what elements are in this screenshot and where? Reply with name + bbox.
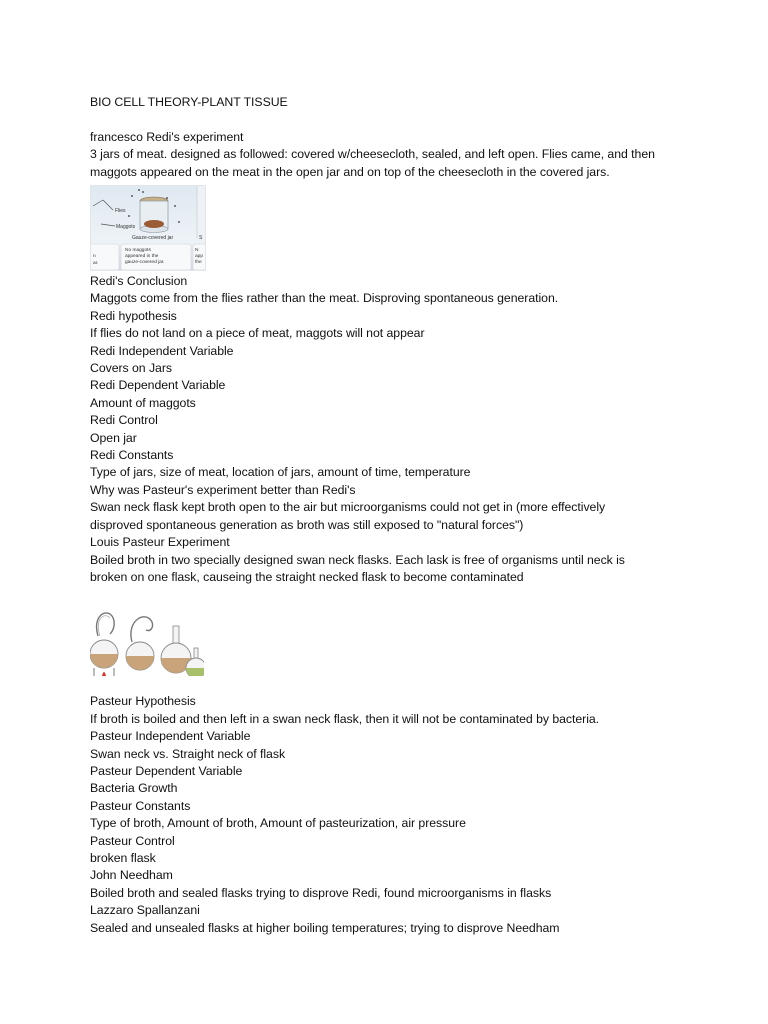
- pasteur-constants-heading: Pasteur Constants: [90, 798, 191, 813]
- pasteur-iv-heading: Pasteur Independent Variable: [90, 729, 251, 744]
- redi-hypothesis-text: If flies do not land on a piece of meat, maggots will not appear: [90, 326, 425, 341]
- comparison-text-line-1: Swan neck flask kept broth open to the air but microorganisms could not get in (more effectively: [90, 500, 606, 515]
- needham-heading: John Needham: [90, 868, 173, 883]
- redi-constants-heading: Redi Constants: [90, 448, 174, 463]
- redi-description-line-2: maggots appeared on the meat in the open jar and on top of the cheesecloth in the covered jars.: [90, 164, 610, 179]
- redi-dv-heading: Redi Dependent Variable: [90, 378, 226, 393]
- spallanzani-text: Sealed and unsealed flasks at higher boiling temperatures; trying to disprove Needham: [90, 920, 560, 935]
- redi-hypothesis-heading: Redi hypothesis: [90, 308, 177, 323]
- redi-jar-illustration: [91, 186, 205, 270]
- right-s-label: S: [199, 235, 203, 242]
- redi-control-text: Open jar: [90, 430, 137, 445]
- maggots-label: Maggots: [116, 224, 136, 231]
- caption-mid-2: appeared in the: [125, 254, 159, 260]
- caption-mid-1: No maggots: [125, 248, 151, 254]
- redi-iv-heading: Redi Independent Variable: [90, 343, 234, 358]
- pasteur-control-text: broken flask: [90, 850, 156, 865]
- pasteur-hypothesis-text: If broth is boiled and then left in a swan neck flask, then it will not be contaminated by bacteria.: [90, 711, 600, 726]
- pasteur-experiment-line-2: broken on one flask, causeing the straight necked flask to become contaminated: [90, 569, 524, 584]
- swan-neck-flask-illustration: [90, 606, 204, 676]
- redi-dv-text: Amount of maggots: [90, 395, 196, 410]
- caption-mid-3: gauze-covered jar.: [125, 260, 165, 266]
- pasteur-iv-text: Swan neck vs. Straight neck of flask: [90, 746, 286, 761]
- needham-text: Boiled broth and sealed flasks trying to disprove Redi, found microorganisms in flasks: [90, 885, 552, 900]
- redi-iv-text: Covers on Jars: [90, 361, 172, 376]
- caption-left-2: ar.: [93, 261, 99, 267]
- redi-heading: francesco Redi's experiment: [90, 129, 244, 144]
- caption-right-3: the: [195, 260, 202, 266]
- document-title: BIO CELL THEORY-PLANT TISSUE: [90, 95, 288, 109]
- comparison-text-line-2: disproved spontaneous generation as broth was still exposed to "natural forces"): [90, 517, 524, 532]
- redi-description-line-1: 3 jars of meat. designed as followed: covered w/cheesecloth, sealed, and left open. Flies came, and then: [90, 147, 655, 162]
- redi-control-heading: Redi Control: [90, 413, 158, 428]
- redi-experiment-figure: [90, 185, 206, 271]
- pasteur-control-heading: Pasteur Control: [90, 833, 175, 848]
- caption-right-1: N: [195, 248, 199, 254]
- pasteur-experiment-line-1: Boiled broth in two specially designed swan neck flasks. Each lask is free of organisms until neck is: [90, 552, 625, 567]
- pasteur-dv-heading: Pasteur Dependent Variable: [90, 763, 243, 778]
- jar-label: Gauze-covered jar: [132, 235, 174, 242]
- caption-left-1: n: [93, 254, 96, 260]
- redi-conclusion-text: Maggots come from the flies rather than the meat. Disproving spontaneous generation.: [90, 291, 559, 306]
- pasteur-hypothesis-heading: Pasteur Hypothesis: [90, 694, 196, 709]
- redi-constants-text: Type of jars, size of meat, location of jars, amount of time, temperature: [90, 465, 471, 480]
- comparison-heading: Why was Pasteur's experiment better than Redi's: [90, 482, 356, 497]
- pasteur-constants-text: Type of broth, Amount of broth, Amount of pasteurization, air pressure: [90, 816, 466, 831]
- redi-conclusion-heading: Redi's Conclusion: [90, 274, 188, 289]
- pasteur-flask-figure: [90, 606, 204, 676]
- flies-label: Flies: [115, 208, 126, 215]
- document-page: [90, 94, 710, 937]
- pasteur-dv-text: Bacteria Growth: [90, 781, 178, 796]
- spallanzani-heading: Lazzaro Spallanzani: [90, 903, 200, 918]
- pasteur-experiment-heading: Louis Pasteur Experiment: [90, 535, 230, 550]
- caption-right-2: app: [195, 254, 204, 260]
